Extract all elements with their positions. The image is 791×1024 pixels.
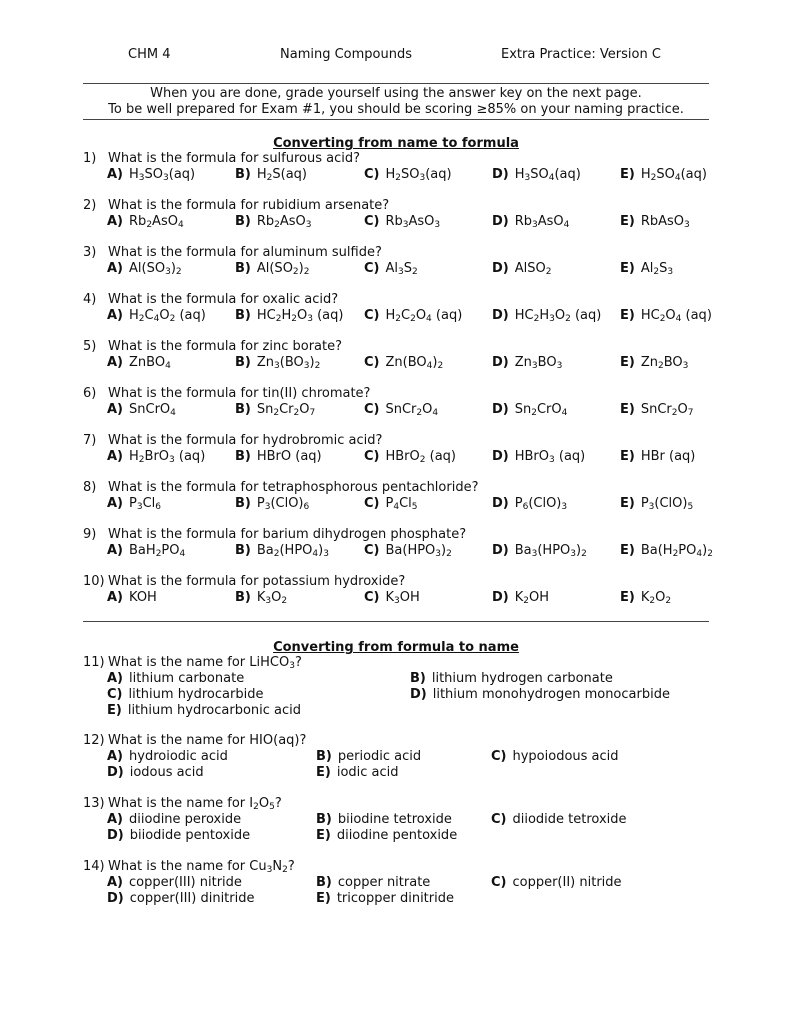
option-letter: B) <box>235 590 251 605</box>
question-number: 2) <box>83 198 97 213</box>
option-letter: A) <box>107 261 124 276</box>
answer-option-c <box>364 543 452 558</box>
option-letter: A) <box>107 308 124 323</box>
answer-option-a <box>107 355 171 370</box>
option-letter: A) <box>107 214 124 229</box>
option-letter: B) <box>235 543 251 558</box>
option-text: diiodine pentoxide <box>336 828 458 843</box>
option-text: periodic acid <box>337 749 422 764</box>
option-letter: C) <box>364 167 380 182</box>
option-letter: D) <box>492 167 509 182</box>
answer-option-e <box>316 891 454 906</box>
option-text: biiodine tetroxide <box>337 812 452 827</box>
answer-option-a <box>107 590 157 605</box>
question-number: 4) <box>83 292 97 307</box>
question-text: What is the formula for tetraphosphorous pentachloride? <box>108 480 479 495</box>
option-text: $HC_2H_3O_2$ (aq) <box>514 308 602 324</box>
answer-option-b <box>235 167 307 182</box>
question-number: 8) <box>83 480 97 495</box>
option-text: iodous acid <box>129 765 204 780</box>
option-text: $Zn_3BO_3$ <box>514 355 563 371</box>
option-letter: B) <box>235 355 251 370</box>
question-number: 3) <box>83 245 97 260</box>
option-letter: E) <box>107 703 122 718</box>
question-text: What is the formula for aluminum sulfide? <box>108 245 382 260</box>
option-letter: A) <box>107 543 124 558</box>
option-letter: B) <box>235 449 251 464</box>
option-letter: E) <box>316 828 331 843</box>
option-letter: B) <box>235 167 251 182</box>
option-text: diiodine peroxide <box>129 812 242 827</box>
option-text: hydroiodic acid <box>129 749 228 764</box>
option-text: copper(III) nitride <box>129 875 242 890</box>
option-text: $H_2SO_4(aq)$ <box>640 167 707 183</box>
question-number: 6) <box>83 386 97 401</box>
option-letter: B) <box>235 308 251 323</box>
answer-option-c <box>364 496 418 511</box>
option-letter: C) <box>364 496 380 511</box>
answer-option-d <box>492 496 567 511</box>
option-text: $H_3SO_3(aq)$ <box>129 167 196 183</box>
option-text: HBrO$_2$ (aq) <box>385 449 456 465</box>
option-letter: A) <box>107 402 124 417</box>
option-letter: E) <box>620 167 635 182</box>
answer-option-a <box>107 671 244 686</box>
answer-option-b <box>235 402 315 417</box>
option-text: $H_2C_2O_4$ (aq) <box>385 308 463 324</box>
option-letter: E) <box>620 496 635 511</box>
option-text: ZnBO$_4$ <box>129 355 171 371</box>
option-letter: C) <box>491 875 507 890</box>
answer-option-a <box>107 402 176 417</box>
option-letter: C) <box>491 812 507 827</box>
answer-option-b <box>316 875 430 890</box>
option-letter: C) <box>364 308 380 323</box>
option-text: $Al_2S_3$ <box>640 261 674 277</box>
answer-option-a <box>107 875 242 890</box>
option-text: biiodide pentoxide <box>129 828 251 843</box>
option-text: $Al(SO_3)_2$ <box>129 261 182 277</box>
answer-option-a <box>107 449 205 464</box>
answer-option-c <box>491 812 627 827</box>
option-text: lithium hydrocarbide <box>128 687 264 702</box>
option-text: HBrO (aq) <box>256 449 322 464</box>
option-text: copper nitrate <box>337 875 431 890</box>
answer-option-b <box>235 261 309 276</box>
option-letter: E) <box>620 308 635 323</box>
option-letter: A) <box>107 496 124 511</box>
option-text: $P_3(ClO)_6$ <box>256 496 310 512</box>
question-text: What is the formula for zinc borate? <box>108 339 343 354</box>
option-text: $H_3SO_4(aq)$ <box>514 167 581 183</box>
section-divider <box>83 621 709 622</box>
option-letter: D) <box>492 355 509 370</box>
option-letter: C) <box>364 355 380 370</box>
section-title-formula-to-name: Converting from formula to name <box>273 640 519 655</box>
answer-option-e <box>316 828 457 843</box>
answer-option-e <box>620 590 671 605</box>
answer-option-e <box>316 765 399 780</box>
question-number: 14) <box>83 859 105 874</box>
question-number: 5) <box>83 339 97 354</box>
answer-option-d <box>492 355 562 370</box>
option-text: lithium hydrocarbonic acid <box>127 703 302 718</box>
option-text: lithium carbonate <box>129 671 245 686</box>
answer-option-c <box>107 687 263 702</box>
answer-option-d <box>492 261 551 276</box>
option-letter: D) <box>107 765 124 780</box>
option-letter: D) <box>492 543 509 558</box>
answer-option-c <box>491 875 622 890</box>
option-text: $Rb_2AsO_4$ <box>129 214 184 230</box>
answer-option-e <box>620 402 693 417</box>
option-letter: A) <box>107 355 124 370</box>
option-letter: B) <box>316 875 332 890</box>
answer-option-d <box>107 891 254 906</box>
option-text: $HC_2H_2O_3$ (aq) <box>256 308 344 324</box>
option-text: $K_2OH$ <box>514 590 550 606</box>
answer-option-e <box>620 543 713 558</box>
option-text: $K_3OH$ <box>385 590 420 606</box>
option-letter: B) <box>235 496 251 511</box>
question-number: 9) <box>83 527 97 542</box>
answer-option-a <box>107 308 206 323</box>
answer-option-a <box>107 749 228 764</box>
option-letter: C) <box>107 687 123 702</box>
option-letter: B) <box>235 261 251 276</box>
answer-option-d <box>410 687 670 702</box>
answer-option-c <box>364 355 443 370</box>
question-number: 13) <box>83 796 105 811</box>
answer-option-c <box>364 308 462 323</box>
answer-option-c <box>364 214 440 229</box>
answer-option-e <box>620 449 695 464</box>
option-text: $HC_2O_4$ (aq) <box>640 308 712 324</box>
question-text: What is the formula for potassium hydroxide? <box>108 574 406 589</box>
option-letter: D) <box>492 402 509 417</box>
option-letter: A) <box>107 749 124 764</box>
option-text: $Ba(H_2PO_4)_2$ <box>640 543 713 559</box>
option-letter: D) <box>492 308 509 323</box>
option-text: $P_6(ClO)_3$ <box>514 496 568 512</box>
question-number: 1) <box>83 151 97 166</box>
answer-option-d <box>492 543 587 558</box>
answer-option-e <box>620 261 673 276</box>
option-text: copper(III) dinitride <box>129 891 255 906</box>
answer-option-a <box>107 261 182 276</box>
option-text: diiodide tetroxide <box>512 812 627 827</box>
option-letter: E) <box>620 590 635 605</box>
answer-option-c <box>364 167 452 182</box>
option-letter: C) <box>364 449 380 464</box>
answer-option-c <box>364 402 438 417</box>
option-text: lithium hydrogen carbonate <box>431 671 613 686</box>
answer-option-d <box>492 449 585 464</box>
question-text: What is the name for LiHCO$_3$? <box>108 655 302 671</box>
option-letter: D) <box>492 261 509 276</box>
option-text: $Rb_3AsO_3$ <box>385 214 441 230</box>
topic-label: Naming Compounds <box>280 47 412 62</box>
answer-option-e <box>620 355 688 370</box>
option-letter: B) <box>235 402 251 417</box>
course-label: CHM 4 <box>128 47 171 62</box>
option-letter: D) <box>492 496 509 511</box>
option-text: $Rb_2AsO_3$ <box>256 214 312 230</box>
answer-option-d <box>492 167 581 182</box>
instructions-divider <box>83 119 709 120</box>
answer-option-d <box>492 308 601 323</box>
option-text: $P_3(ClO)_5$ <box>640 496 694 512</box>
option-letter: A) <box>107 590 124 605</box>
option-text: $Al_3S_2$ <box>385 261 418 277</box>
option-letter: B) <box>316 812 332 827</box>
header-divider <box>83 83 709 84</box>
question-number: 12) <box>83 733 105 748</box>
option-letter: E) <box>620 261 635 276</box>
option-text: copper(II) nitride <box>512 875 622 890</box>
option-letter: D) <box>107 828 124 843</box>
question-number: 11) <box>83 655 105 670</box>
option-text: $K_3O_2$ <box>256 590 288 606</box>
answer-option-b <box>235 308 343 323</box>
option-text: $Ba(HPO_3)_2$ <box>385 543 452 559</box>
option-text: $Zn_3(BO_3)_2$ <box>256 355 321 371</box>
answer-option-a <box>107 214 184 229</box>
option-text: hypoiodous acid <box>512 749 619 764</box>
option-letter: D) <box>410 687 427 702</box>
answer-option-c <box>364 261 418 276</box>
answer-option-d <box>107 828 250 843</box>
answer-option-c <box>364 449 456 464</box>
answer-option-a <box>107 167 195 182</box>
option-letter: D) <box>492 590 509 605</box>
option-text: $H_2S(aq)$ <box>256 167 307 183</box>
option-text: $Zn(BO_4)_2$ <box>385 355 444 371</box>
answer-option-b <box>235 449 322 464</box>
option-text: $Al(SO_2)_2$ <box>256 261 310 277</box>
question-text: What is the formula for rubidium arsenate? <box>108 198 390 213</box>
option-text: $H_2BrO_3$ (aq) <box>129 449 206 465</box>
option-letter: E) <box>620 543 635 558</box>
option-letter: E) <box>316 765 331 780</box>
instructions-line-1: When you are done, grade yourself using the answer key on the next page. <box>150 86 642 101</box>
option-letter: C) <box>364 261 380 276</box>
answer-option-c <box>364 590 420 605</box>
answer-option-e <box>620 214 690 229</box>
option-letter: B) <box>235 214 251 229</box>
option-letter: E) <box>620 402 635 417</box>
option-letter: C) <box>364 543 380 558</box>
option-text: $H_2C_4O_2$ (aq) <box>129 308 206 324</box>
version-label: Extra Practice: Version C <box>501 47 661 62</box>
question-number: 10) <box>83 574 105 589</box>
option-text: SnCrO$_4$ <box>129 402 176 418</box>
question-text: What is the formula for sulfurous acid? <box>108 151 361 166</box>
question-text: What is the name for HIO(aq)? <box>108 733 307 748</box>
answer-option-a <box>107 812 241 827</box>
question-number: 7) <box>83 433 97 448</box>
answer-option-d <box>492 402 567 417</box>
question-text: What is the formula for oxalic acid? <box>108 292 339 307</box>
option-text: $Ba_2(HPO_4)_3$ <box>256 543 329 559</box>
answer-option-d <box>492 590 549 605</box>
question-text: What is the formula for hydrobromic acid? <box>108 433 383 448</box>
answer-option-e <box>620 308 712 323</box>
instructions-line-2: To be well prepared for Exam #1, you should be scoring ≥85% on your naming practice. <box>108 102 684 117</box>
option-text: $Ba_3(HPO_3)_2$ <box>514 543 587 559</box>
option-text: $SnCr_2O_4$ <box>385 402 439 418</box>
answer-option-b <box>235 543 329 558</box>
option-letter: A) <box>107 671 124 686</box>
question-text: What is the formula for tin(II) chromate? <box>108 386 371 401</box>
question-text: What is the name for $I_2O_5$? <box>108 796 282 812</box>
answer-option-d <box>492 214 569 229</box>
answer-option-e <box>107 703 301 718</box>
option-text: KOH <box>129 590 157 605</box>
answer-option-b <box>235 355 320 370</box>
option-text: $SnCr_2O_7$ <box>640 402 694 418</box>
option-text: HBrO$_3$ (aq) <box>514 449 586 465</box>
option-text: HBr (aq) <box>640 449 696 464</box>
option-letter: E) <box>620 214 635 229</box>
option-letter: A) <box>107 875 124 890</box>
option-letter: C) <box>364 590 380 605</box>
option-text: $BaH_2PO_4$ <box>129 543 186 559</box>
option-letter: C) <box>364 402 380 417</box>
answer-option-b <box>316 812 452 827</box>
option-letter: B) <box>410 671 426 686</box>
option-letter: A) <box>107 167 124 182</box>
answer-option-b <box>235 590 287 605</box>
option-text: AlSO$_2$ <box>514 261 552 277</box>
option-text: lithium monohydrogen monocarbide <box>432 687 670 702</box>
option-text: $K_2O_2$ <box>640 590 672 606</box>
option-letter: E) <box>620 449 635 464</box>
option-text: $Sn_2CrO_4$ <box>514 402 568 418</box>
option-letter: E) <box>620 355 635 370</box>
option-text: $Rb_3AsO_4$ <box>514 214 570 230</box>
option-text: $P_3Cl_6$ <box>129 496 162 512</box>
option-text: $Zn_2BO_3$ <box>640 355 689 371</box>
answer-option-e <box>620 167 707 182</box>
option-letter: C) <box>491 749 507 764</box>
option-letter: A) <box>107 449 124 464</box>
question-text: What is the formula for barium dihydrogen phosphate? <box>108 527 467 542</box>
option-letter: D) <box>492 214 509 229</box>
option-text: $Sn_2Cr_2O_7$ <box>256 402 316 418</box>
answer-option-c <box>491 749 619 764</box>
option-text: tricopper dinitride <box>336 891 454 906</box>
section-title-name-to-formula: Converting from name to formula <box>273 136 519 151</box>
option-letter: B) <box>316 749 332 764</box>
option-text: $P_4Cl_5$ <box>385 496 418 512</box>
answer-option-b <box>235 496 309 511</box>
option-letter: D) <box>492 449 509 464</box>
answer-option-b <box>410 671 613 686</box>
option-letter: E) <box>316 891 331 906</box>
answer-option-e <box>620 496 693 511</box>
answer-option-a <box>107 543 185 558</box>
answer-option-b <box>235 214 312 229</box>
option-letter: D) <box>107 891 124 906</box>
answer-option-d <box>107 765 204 780</box>
option-text: RbAsO$_3$ <box>640 214 690 230</box>
answer-option-a <box>107 496 161 511</box>
question-text: What is the name for $Cu_3N_2$? <box>108 859 295 875</box>
option-text: iodic acid <box>336 765 399 780</box>
option-letter: A) <box>107 812 124 827</box>
option-letter: C) <box>364 214 380 229</box>
option-text: $H_2SO_3(aq)$ <box>385 167 452 183</box>
answer-option-b <box>316 749 421 764</box>
